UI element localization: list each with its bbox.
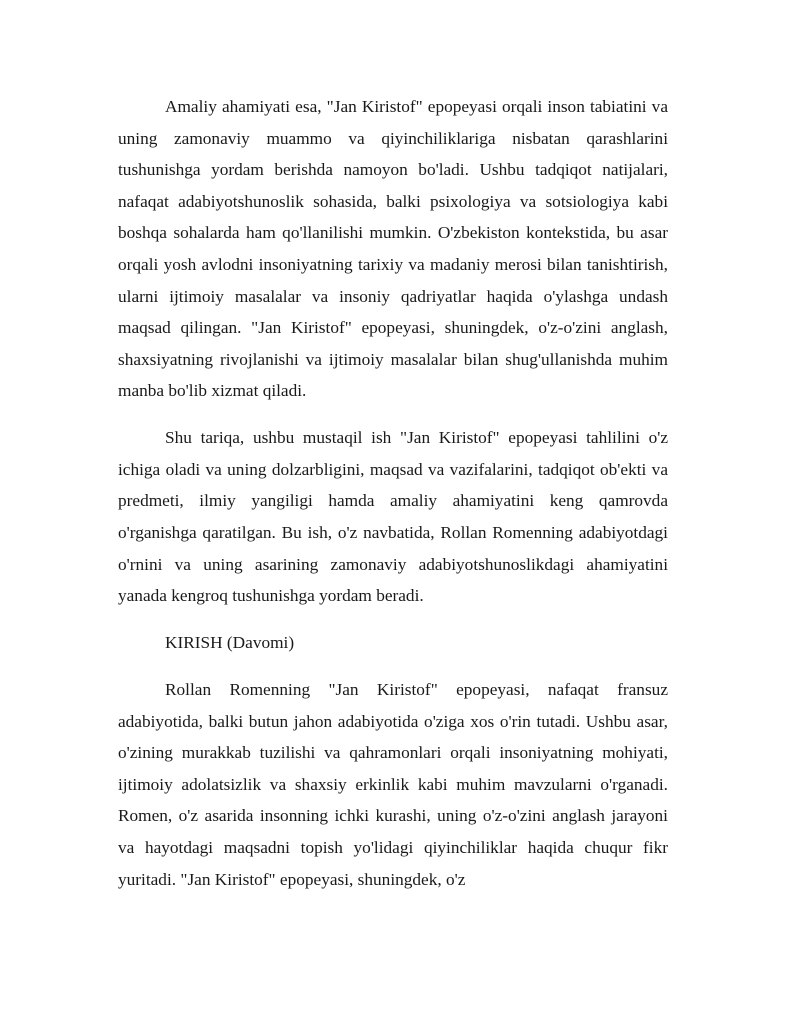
document-page: [118, 91, 668, 895]
paragraph-practical-significance: Amaliy ahamiyati esa, "Jan Kiristof" epopeyasi orqali inson tabiatini va uning zamonaviy muammo va qiyinchiliklariga nisbatan qarashlarini tushunishga yordam berishda namoyon bo'ladi. Ushbu tadqiqot natijalari, nafaqat adabiyotshunoslik sohasida, balki psixologiya va sotsiologiya kabi boshqa sohalarda ham qo'llanilishi mumkin. O'zbekiston kontekstida, bu asar orqali yosh avlodni insoniyatning tarixiy va madaniy merosi bilan tanishtirish, ularni ijtimoiy masalalar va insoniy qadriyatlar haqida o'ylashga undash maqsad qilingan. "Jan Kiristof" epopeyasi, shuningdek, o'z-o'zini anglash, shaxsiyatning rivojlanishi va ijtimoiy masalalar bilan shug'ullanishda muhim manba bo'lib xizmat qiladi.: [118, 97, 668, 401]
paragraph-summary: Shu tariqa, ushbu mustaqil ish "Jan Kiristof" epopeyasi tahlilini o'z ichiga oladi va uning dolzarbligini, maqsad va vazifalarini, tadqiqot ob'ekti va predmeti, ilmiy yangiligi hamda amaliy ahamiyatini keng qamrovda o'rganishga qaratilgan. Bu ish, o'z navbatida, Rollan Romenning adabiyotdagi o'rnini va uning asarining zamonaviy adabiyotshunoslikdagi ahamiyatini yanada kengroq tushunishga yordam beradi.: [118, 428, 668, 606]
paragraph-introduction-continued: Rollan Romenning "Jan Kiristof" epopeyasi, nafaqat fransuz adabiyotida, balki butun jahon adabiyotida o'ziga xos o'rin tutadi. Ushbu asar, o'zining murakkab tuzilishi va qahramonlari orqali insoniyatning mohiyati, ijtimoiy adolatsizlik va shaxsiy erkinlik kabi muhim mavzularni o'rganadi. Romen, o'z asarida insonning ichki kurashi, uning o'z-o'zini anglash jarayoni va hayotdagi maqsadni topish yo'lidagi qiyinchiliklar haqida chuqur fikr yuritadi. "Jan Kiristof" epopeyasi, shuningdek, o'z: [118, 679, 668, 889]
section-heading: KIRISH (Davomi): [165, 633, 295, 653]
